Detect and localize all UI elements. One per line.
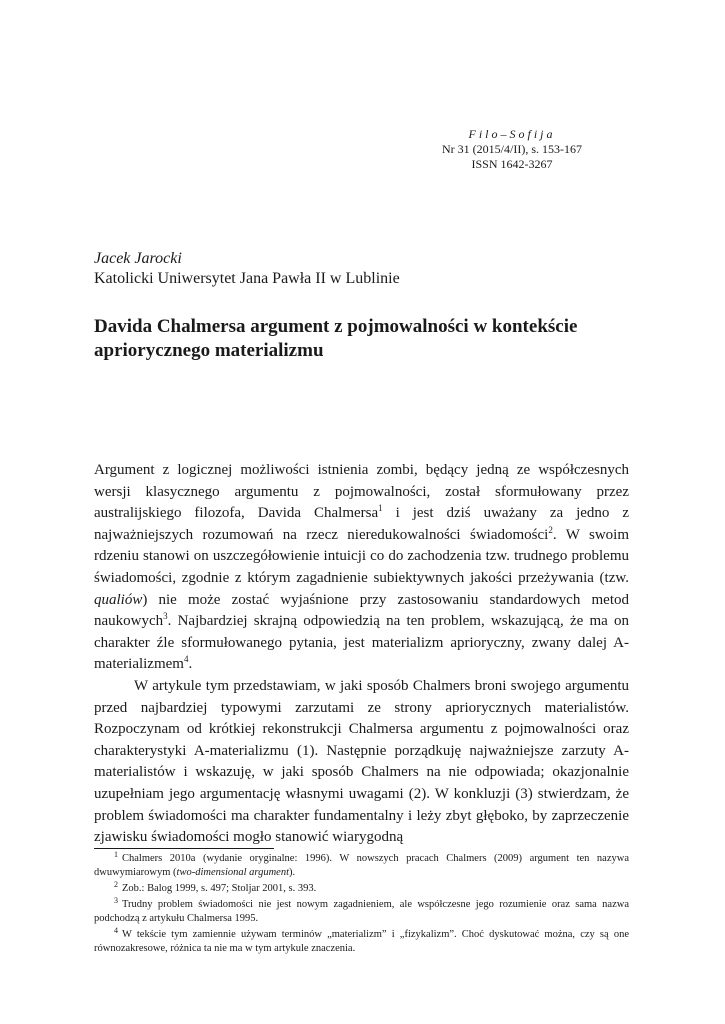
footnote-divider xyxy=(94,848,274,849)
footnote-text: ). xyxy=(289,867,296,878)
journal-issn: ISSN 1642-3267 xyxy=(471,157,553,171)
footnote-4 xyxy=(94,925,629,956)
journal-name: Filo–Sofija xyxy=(468,127,556,141)
footnote-text: Chalmers 2010a (wydanie oryginalne: 1996). W nowszych pracach Chalmers (2009) argument ten nazywa dwuwymiarowym ( xyxy=(94,853,629,878)
footnote-text: W tekście tym zamiennie używam terminów „materializm” i „fizykalizm”. Choć dyskutować można, czy są one równozakresowe, różnica ta nie ma w tym artykule znaczenia. xyxy=(94,929,629,954)
emphasis-term: qualiów xyxy=(94,591,143,608)
footnote-ref-1: 1 xyxy=(378,503,383,514)
paragraph-1 xyxy=(94,460,629,676)
author-name: Jacek Jarocki xyxy=(94,250,182,267)
footnote-number: 2 xyxy=(114,879,118,889)
paragraph-2: W artykule tym przedstawiam, w jaki sposób Chalmers broni swojego argumentu przed najbardziej typowymi zarzutami ze strony apriorycznych materialistów. Rozpoczynam od krótkiej rekonstrukcji Chalmersa argumentu z pojmowalności oraz charakterystyki A-materializmu (1). Następnie porządkuję najważniejsze zarzuty A-materialistów i wskazuję, w jaki sposób Chalmers na nie odpowiada; okazjonalnie uzupełniam jego argumentację własnymi uwagami (2). W konkluzji (3) stwierdzam, że problem świadomości ma charakter fundamentalny i leży zbyt głęboko, by zaprzeczenie zjawisku świadomości mogło stanowić wiarygodną xyxy=(94,677,629,846)
footnotes xyxy=(94,849,629,958)
text-run: . W swoim rdzeniu stanowi on uszczegółowienie intuicji co do zachodzenia tzw. trudnego problemu świadomości, zgodnie z którym zagadnienie subiektywnych jakości przeżywania (tzw. xyxy=(94,526,629,586)
text-run: ) nie może zostać wyjaśnione przy zastosowaniu standardowych metod naukowych xyxy=(94,591,629,630)
footnote-number: 4 xyxy=(114,925,118,935)
article-body xyxy=(94,460,629,849)
author-affiliation: Katolicki Uniwersytet Jana Pawła II w Lublinie xyxy=(94,270,400,287)
footnote-number: 3 xyxy=(114,895,118,905)
text-run: i jest dziś uważany za jedno z najważniejszych rozumowań na rzecz nieredukowalności świadomości xyxy=(94,505,629,543)
article-title: Davida Chalmersa argument z pojmowalności w kontekście apriorycznego materializmu xyxy=(94,316,578,361)
text-run: . Najbardziej skrajną odpowiedzią na ten problem, wskazującą, że ma on charakter źle sformułowanego pytania, jest materializm aprioryczny, zwany dalej A-materializmem xyxy=(94,613,629,673)
text-run: Argument z logicznej możliwości istnienia zombi, będący jedną ze współczesnych wersji klasycznego argumentu z pojmowalności, został sformułowany przez australijskiego filozofa, Davida Chalmersa xyxy=(94,462,629,522)
text-run: . xyxy=(188,656,193,673)
journal-header xyxy=(442,127,582,172)
footnote-3 xyxy=(94,895,629,926)
footnote-ref-3: 3 xyxy=(163,611,168,622)
footnote-ref-4: 4 xyxy=(183,654,189,665)
footnote-number: 1 xyxy=(114,849,118,859)
footnote-ref-2: 2 xyxy=(548,524,553,535)
footnote-text: Zob.: Balog 1999, s. 497; Stoljar 2001, s. 393. xyxy=(122,883,317,894)
footnote-emphasis: two-dimensional argument xyxy=(176,867,290,878)
footnote-1 xyxy=(94,849,629,880)
footnote-text: Trudny problem świadomości nie jest nowym zagadnieniem, ale współczesne jego rozumienie oraz sama nazwa podchodzą z artykułu Chalmersa 1995. xyxy=(94,899,629,924)
footnote-2 xyxy=(94,879,629,896)
journal-issue: Nr 31 (2015/4/II), s. 153-167 xyxy=(442,142,582,156)
author-block xyxy=(94,249,400,289)
